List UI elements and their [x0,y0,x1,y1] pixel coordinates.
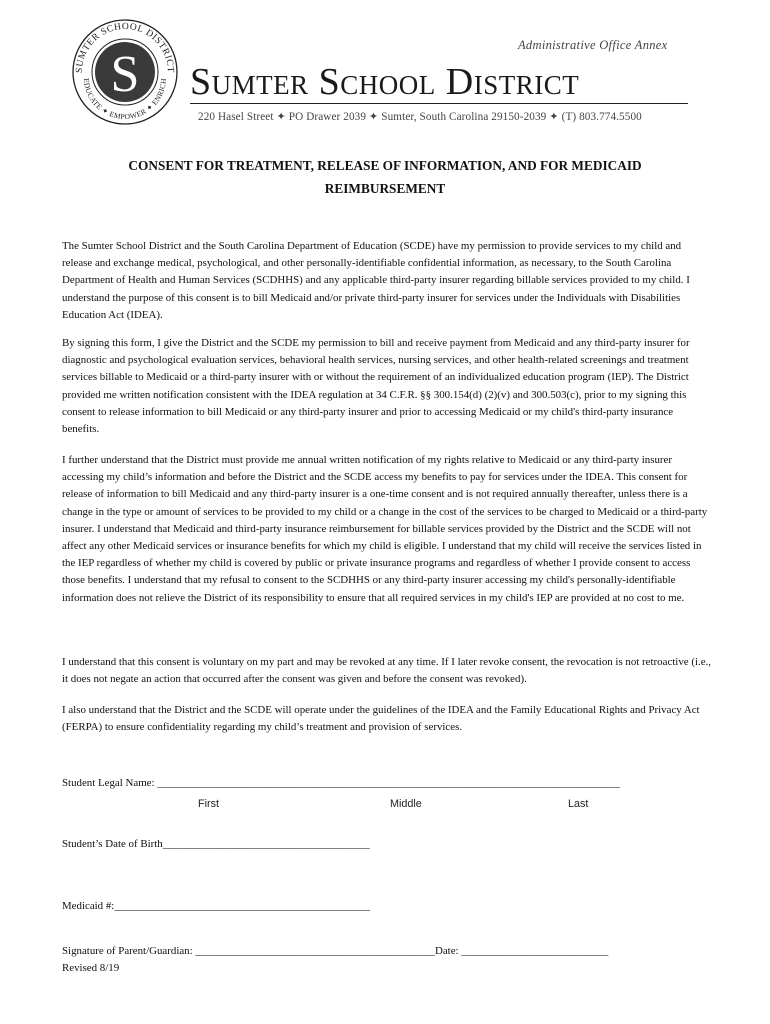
name-middle-label: Middle [390,798,422,810]
district-address: 220 Hasel Street ✦ PO Drawer 2039 ✦ Sumter, South Carolina 29150-2039 ✦ (T) 803.774.5500 [198,111,642,123]
seal-top-text: SUMTER SCHOOL DISTRICT [74,21,176,74]
name-first-label: First [198,798,219,810]
seal-letter: S [110,46,140,103]
revocation-paragraph: I understand that this consent is voluntary on my part and may be revoked at any time. If I later revoke consent, the revocation is not retroactive (i.e., it does not negate an action that occurred after the consent was given and before the consent was revoked). [62,656,711,686]
ferpa-paragraph: I also understand that the District and the SCDE will operate under the guidelines of the IDEA and the Family Educational Rights and Privacy Act (FERPA) to ensure confidentiality regarding my child’s treatment and provision of services. [62,704,700,734]
form-title-line-2: REIMBURSEMENT [324,181,446,196]
date-of-birth-field[interactable]: Student’s Date of Birth______________________________________ [62,838,370,850]
district-seal-logo [60,16,190,126]
header-divider [190,103,688,104]
seal-bottom-text: EDUCATE ✦ EMPOWER ✦ ENRICH [81,77,169,122]
notification-paragraph: I further understand that the District must provide me annual written notification of my rights relative to Medicaid or any third-party insurer accessing my child’s information and before the District and the SCDE access my benefits to pay for services under the IDEA. This consent for release of information to bill Medicaid and any third-party insurer is a one-time consent and is not required annually thereafter, unless there is a change in the type or amount of services to be provided to my child or a change in the cost of the services to be charged to Medicaid or a third-party insurer. I understand that Medicaid and third-party insurance reimbursement for billable services provided by the District and the SCDE will not affect any other Medicaid services or insurance benefits for which my child is eligible. I understand that my child will receive the services listed in the IEP regardless of whether my child is covered by public or private insurance programs and regardless of whether I provide consent to access those benefits. I understand that my refusal to consent to the SCDHHS or any third-party insurer accessing my child's personally-identifiable information does not relieve the District of its responsibility to ensure that all required services in my child's IEP are provided at no cost to me. [62,454,708,604]
consent-paragraph: The Sumter School District and the South Carolina Department of Education (SCDE) have my permission to provide services to my child and release and exchange medical, psychological, and other personally-identifiable confidential information, as necessary, to the South Carolina Department of Health and Human Services (SCDHHS) and any applicable third-party insurer regarding billable services provided to my child. I understand the purpose of this consent is to bill Medicaid and/or private third-party insurer for services under the Individuals with Disabilities Education Act (IDEA). [62,240,690,321]
district-name: Sumter School District [190,61,580,103]
revision-date: Revised 8/19 [62,962,120,974]
form-title-line-1: CONSENT FOR TREATMENT, RELEASE OF INFORMATION, AND FOR MEDICAID [128,158,642,173]
student-name-field[interactable]: Student Legal Name: _____________________________________________________________________________________ [62,777,621,789]
billing-paragraph: By signing this form, I give the District and the SCDE my permission to bill and receive payment from Medicaid and any third-party insurer for diagnostic and psychological evaluation services, behavioral health services, nursing services, and other health-related screenings and treatment services billable to Medicaid or a third-party insurer with or without the requirement of an individualized education program (IEP). The District provided me written notification consistent with the IDEA regulation at 34 C.F.R. §§ 300.154(d) (2)(v) and 300.503(c), prior to my signing this consent to release information to bill Medicaid or any third-party insurer and prior to accessing Medicaid or my child's third-party insurance benefits. [62,337,690,436]
parent-signature-field[interactable]: Signature of Parent/Guardian: ____________________________________________Date: ___________________________ [62,945,609,957]
name-last-label: Last [568,798,589,810]
office-name: Administrative Office Annex [518,38,668,52]
form-title [60,154,710,200]
medicaid-number-field[interactable]: Medicaid #:_______________________________________________ [62,900,371,912]
